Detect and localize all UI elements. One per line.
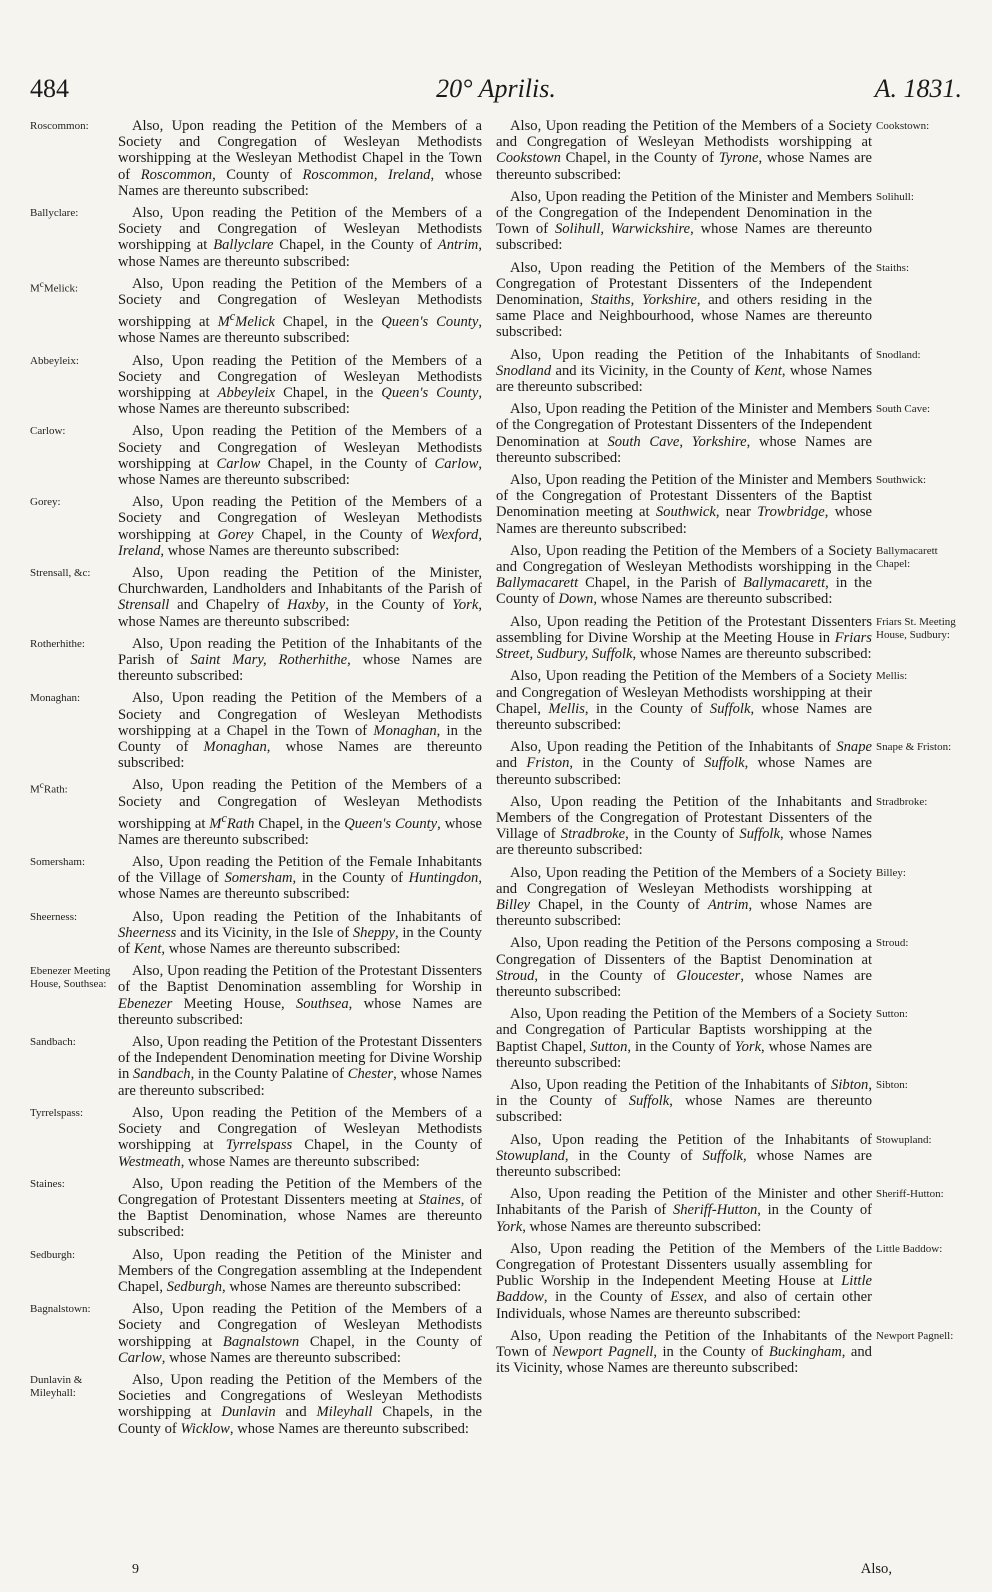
margin-label: Ballyclare: [30,207,79,220]
margin-label: Somersham: [30,856,85,869]
petition-text: Also, Upon reading the Petition of the Members of a Society and Congregation of Wesleyan Methodists worshipping at Carlow Chapel, in the County of Carlow, whose Names are thereunto subscribed: [118,423,482,488]
petition-text: Also, Upon reading the Petition of the Inhabitants of Snape and Friston, in the County of Suffolk, whose Names are thereunto subscribed: [496,739,872,788]
petition-entry [30,423,482,488]
petition-text: Also, Upon reading the Petition of the Members of a Society and Congregation of Wesleyan Methodists worshipping at Ballyclare Chapel, in the County of Antrim, whose Names are thereunto subscribed: [118,205,482,270]
petition-text: Also, Upon reading the Petition of the Members of the Congregation of Protestant Dissenters usually assembling for Public Worship in the Independent Meeting House at Little Baddow, in the County of Essex, and also of certain other Individuals, whose Names are thereunto subscribed: [496,1240,872,1322]
petition-entry [496,543,962,608]
petition-entry [30,1247,482,1296]
margin-label: Little Baddow: [876,1242,943,1255]
petition-entry [30,1301,482,1366]
petition-entry [496,668,962,733]
petition-entry [30,1372,482,1437]
right-column [496,118,962,1382]
page-year: A. 1831. [874,74,962,103]
margin-label: Rotherhithe: [30,637,85,650]
petition-entry [496,1241,962,1322]
margin-label: Newport Pagnell: [876,1329,954,1342]
petition-entry [496,1077,962,1126]
margin-label: South Cave: [876,403,931,416]
petition-text: Also, Upon reading the Petition of the Members of the Congregation of Protestant Dissenters of the Independent Denomination, Staiths, Yorkshire, and others residing in the same Place and Neighbourhood, whose Names are thereunto subscribed: [496,259,873,341]
petition-text: Also, Upon reading the Petition of the Members of the Congregation of Protestant Dissenters meeting at Staines, of the Baptist Denomination, whose Names are thereunto subscribed: [118,1175,482,1241]
petition-text: Also, Upon reading the Petition of the Minister, Churchwarden, Landholders and Inhabitants of the Parish of Strensall and Chapelry of Haxby, in the County of York, whose Names are thereunto subscribed: [118,564,482,630]
petition-text: Also, Upon reading the Petition of the Inhabitants and Members of the Congregation of Protestant Dissenters of the Village of Stradbroke, in the County of Suffolk, whose Names are thereunto subscribed: [496,793,872,859]
margin-label: Gorey: [30,496,61,509]
margin-label: Sheerness: [30,910,78,923]
margin-label: Sutton: [876,1008,908,1021]
petition-text: Also, Upon reading the Petition of the Members of a Society and Congregation of Wesleyan Methodists worshipping at Abbeyleix Chapel, in the Queen's County, whose Names are thereunto subscribed: [118,352,482,418]
petition-entry [496,1328,962,1377]
margin-label: Sandbach: [30,1036,76,1049]
petition-entry [30,777,482,848]
petition-text: Also, Upon reading the Petition of the Protestant Dissenters of the Independent Denomination meeting for Divine Worship in Sandbach, in the County Palatine of Chester, whose Names are thereunto subscribed: [118,1034,482,1099]
petition-text: Also, Upon reading the Petition of the Members of a Society and Congregation of Particular Baptists worshipping at the Baptist Chapel, Sutton, in the County of York, whose Names are thereunto subscribed: [496,1006,872,1071]
petition-text: Also, Upon reading the Petition of the Members of a Society and Congregation of Wesleyan Methodists worshipping at $M^cMelick$ Chapel, in the Queen's County, whose Names are thereunto subscribed: [118,275,482,347]
petition-text: Also, Upon reading the Petition of the Members of a Society and Congregation of Wesleyan Methodists worshipping at Bagnalstown Chapel, in the County of Carlow, whose Names are thereunto subscribed: [118,1301,482,1366]
page-number: 484 [30,74,69,103]
margin-label: Stowupland: [876,1133,932,1146]
petition-entry [496,1186,962,1235]
petition-entry [496,347,962,396]
margin-label: Carlow: [30,425,66,438]
margin-label: Sedburgh: [30,1248,76,1261]
petition-text: Also, Upon reading the Petition of the Members of a Society and Congregation of Wesleyan Methodists worshipping at a Chapel in the Town of Monaghan, in the County of Monaghan, whose Names are thereunto subscribed: [118,690,482,772]
petition-text: Also, Upon reading the Petition of the Minister and Members of the Congregation of Protestant Dissenters of the Independent Denomination at South Cave, Yorkshire, whose Names are thereunto subscribed: [496,401,872,466]
petition-entry [496,935,962,1000]
petition-text: Also, Upon reading the Petition of the Inhabitants of the Town of Newport Pagnell, in the County of Buckingham, and its Vicinity, whose Names are thereunto subscribed: [496,1327,872,1377]
petition-entry [496,260,962,341]
margin-label: Abbeyleix: [30,354,79,367]
signature-mark: 9 [132,1562,139,1577]
petition-entry [496,1006,962,1071]
petition-text: Also, Upon reading the Petition of the Persons composing a Congregation of Dissenters of the Baptist Denomination at Stroud, in the County of Gloucester, whose Names are thereunto subscribed: [496,935,872,1000]
petition-entry [496,794,962,859]
petition-entry [30,205,482,270]
petition-entry [30,494,482,559]
margin-label: Ballymacarett Chapel: [876,544,938,570]
petition-text: Also, Upon reading the Petition of the Inhabitants of Sibton, in the County of Suffolk, whose Names are thereunto subscribed: [496,1076,872,1126]
petition-text: Also, Upon reading the Petition of the Protestant Dissenters of the Baptist Denomination assembling for Worship in Ebenezer Meeting House, Southsea, whose Names are thereunto subscribed: [118,963,482,1028]
margin-label: Sibton: [876,1078,908,1091]
petition-entry [30,690,482,771]
margin-label: Sheriff-Hutton: [876,1188,944,1201]
margin-label: Snodland: [876,348,921,361]
catchword: Also, [860,1561,892,1577]
petition-entry [30,1034,482,1099]
petition-text: Also, Upon reading the Petition of the Members of a Society and Congregation of Wesleyan Methodists worshipping at Tyrrelspass Chapel, in the County of Westmeath, whose Names are thereunto subscribed: [118,1104,482,1170]
petition-entry [30,118,482,199]
margin-label: Bagnalstown: [30,1303,91,1316]
petition-entry [496,118,962,183]
margin-label: Dunlavin & Mileyhall: [30,1373,83,1399]
margin-label: Tyrrelspass: [30,1106,83,1119]
petition-text: Also, Upon reading the Petition of the Members of a Society and Congregation of Wesleyan Methodists worshipping at Cookstown Chapel, in the County of Tyrone, whose Names are thereunto subscribed: [496,118,872,183]
petition-text: Also, Upon reading the Petition of the Minister and Members of the Congregation of Protestant Dissenters of the Baptist Denomination meeting at Southwick, near Trowbridge, whose Names are thereunto subscribed: [496,472,872,537]
margin-label: Roscommon: [30,120,89,132]
margin-label: Stradbroke: [876,795,928,808]
petition-entry [30,276,482,347]
margin-label: Stroud: [876,937,909,950]
margin-label: Snape & Friston: [876,741,952,754]
petition-text: Also, Upon reading the Petition of the Inhabitants of Stowupland, in the County of Suffolk, whose Names are thereunto subscribed: [496,1131,872,1180]
petition-text: Also, Upon reading the Petition of the Members of a Society and Congregation of Wesleyan Methodists worshipping at Gorey Chapel, in the County of Wexford, Ireland, whose Names are thereunto subscribed: [118,494,482,559]
petition-text: Also, Upon reading the Petition of the Protestant Dissenters assembling for Divine Worship at the Meeting House in Friars Street, Sudbury, Suffolk, whose Names are thereunto subscribed: [496,613,872,663]
petition-text: Also, Upon reading the Petition of the Inhabitants of Snodland and its Vicinity, in the County of Kent, whose Names are thereunto subscribed: [496,346,873,396]
margin-label: Solihull: [876,190,914,203]
petition-entry [496,865,962,930]
petition-text: Also, Upon reading the Petition of the Minister and Members of the Congregation assembling at the Independent Chapel, Sedburgh, whose Names are thereunto subscribed: [118,1246,482,1295]
margin-label: Southwick: [876,474,927,487]
petition-entry [30,963,482,1028]
page-header [30,74,962,104]
margin-label: $M^cMelick$: [30,278,79,295]
petition-text: Also, Upon reading the Petition of the Members of a Society and Congregation of Wesleyan Methodists worshipping at their Chapel, Mellis, in the County of Suffolk, whose Names are thereunto subscribed: [496,668,872,733]
margin-label: Mellis: [876,670,908,683]
petition-entry [496,1132,962,1181]
petition-text: Also, Upon reading the Petition of the Minister and Members of the Congregation of the Independent Denomination in the Town of Solihull, Warwickshire, whose Names are thereunto subscribed: [496,188,872,254]
margin-label: Ebenezer Meeting House, Southsea: [30,965,111,991]
margin-label: Cookstown: [876,120,930,132]
petition-entry [30,565,482,630]
petition-entry [496,472,962,537]
margin-label: Friars St. Meeting House, Sudbury: [876,615,956,641]
petition-entry [30,1105,482,1170]
petition-text: Also, Upon reading the Petition of the Members of a Society and Congregation of Wesleyan Methodists worshipping at Billey Chapel, in the County of Antrim, whose Names are thereunto subscribed: [496,864,872,930]
margin-label: Billey: [876,866,906,879]
petition-entry [496,401,962,466]
petition-entry [30,1176,482,1241]
left-column [30,118,482,1443]
margin-label: Staiths: [876,261,910,274]
petition-text: Also, Upon reading the Petition of the Minister and other Inhabitants of the Parish of Sheriff-Hutton, in the County of York, whose Names are thereunto subscribed: [496,1186,872,1235]
margin-label: $M^cRath$: [30,780,68,797]
petition-entry [30,636,482,685]
petition-text: Also, Upon reading the Petition of the Female Inhabitants of the Village of Somersham, in the County of Huntingdon, whose Names are thereunto subscribed: [118,854,482,903]
petition-text: Also, Upon reading the Petition of the Members of the Societies and Congregations of Wesleyan Methodists worshipping at Dunlavin and Mileyhall Chapels, in the County of Wicklow, whose Names are thereunto subscribed: [118,1371,482,1437]
margin-label: Strensall, &c: [30,566,91,579]
petition-text: Also, Upon reading the Petition of the Members of a Society and Congregation of Wesleyan Methodists worshipping at the Wesleyan Methodist Chapel in the Town of Roscommon, County of Roscommon, Ireland, whose Names are thereunto subscribed: [118,118,482,199]
petition-entry [496,739,962,788]
petition-entry [30,909,482,958]
petition-entry [30,854,482,903]
petition-text: Also, Upon reading the Petition of the Members of a Society and Congregation of Wesleyan Methodists worshipping in the Ballymacarett Chapel, in the Parish of Ballymacarett, in the County of Down, whose Names are thereunto subscribed: [496,542,872,608]
petition-text: Also, Upon reading the Petition of the Inhabitants of Sheerness and its Vicinity, in the Isle of Sheppy, in the County of Kent, whose Names are thereunto subscribed: [118,908,482,958]
petition-entry [496,189,962,254]
petition-text: Also, Upon reading the Petition of the Inhabitants of the Parish of Saint Mary, Rotherhithe, whose Names are thereunto subscribed: [118,635,482,685]
margin-label: Monaghan: [30,692,81,705]
page-title: 20° Aprilis. [436,74,556,103]
petition-entry [30,353,482,418]
petition-text: Also, Upon reading the Petition of the Members of a Society and Congregation of Wesleyan Methodists worshipping at $M^cRath$ Chapel, in the Queen's County, whose Names are thereunto subscribed: [118,777,482,848]
margin-label: Staines: [30,1177,65,1190]
petition-entry [496,614,962,663]
